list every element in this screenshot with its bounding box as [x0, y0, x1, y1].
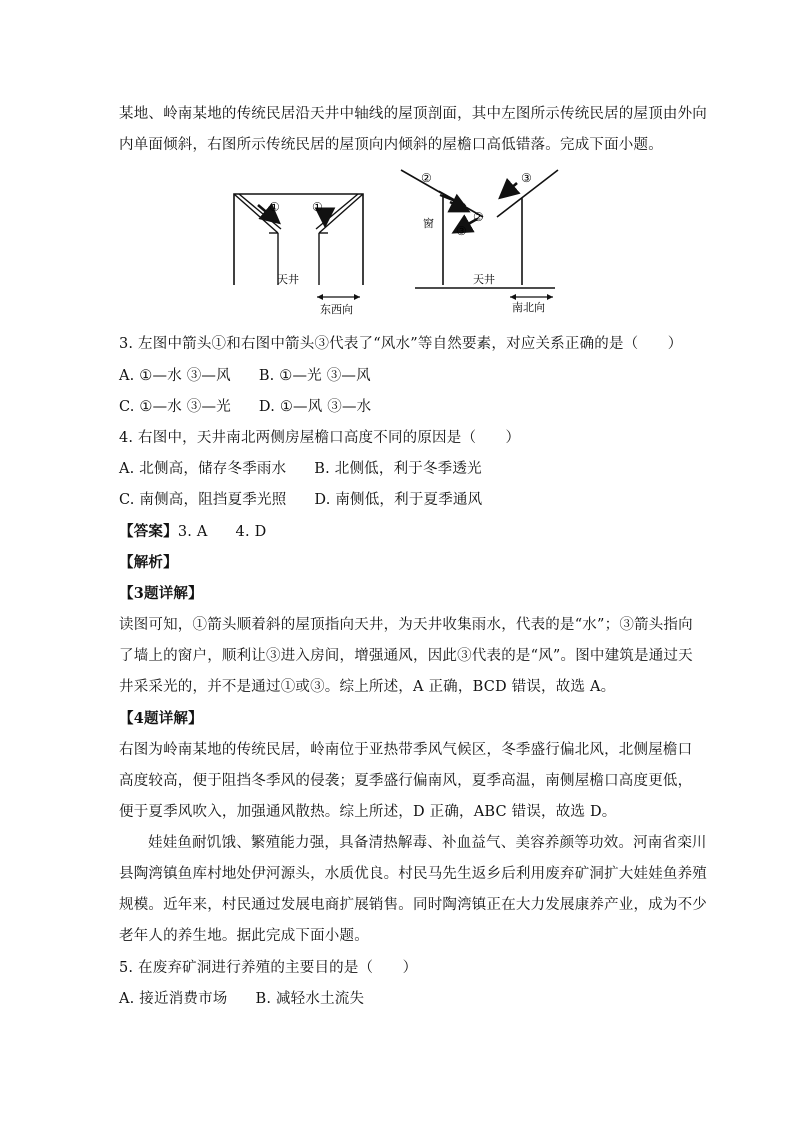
passage2-line-3: 规模。近年来，村民通过发展电商扩展销售。同时陶湾镇正在大力发展康养产业，成为不少: [119, 897, 707, 913]
q3-option-d[interactable]: D. ①—风 ③—水: [258, 399, 372, 415]
q4-detail-label: 【4题详解】: [119, 710, 203, 727]
right-diagram: [401, 170, 558, 314]
right-courtyard-label: 天井: [473, 273, 495, 286]
answer-line: [119, 520, 266, 541]
window-label: 窗: [423, 217, 434, 230]
left-arrow-label-2: ①: [312, 200, 323, 214]
q4-option-a[interactable]: A. 北侧高，储存冬季雨水: [119, 461, 287, 477]
analysis-label: 【解析】: [119, 554, 178, 571]
q5-option-a[interactable]: A. 接近消费市场: [119, 991, 228, 1007]
left-courtyard-label: 天井: [277, 273, 299, 286]
q4-detail-line-3: 便于夏季风吹入，加强通风散热。综上所述，D 正确，ABC 错误，故选 D。: [119, 804, 617, 820]
right-arrow-3a: [502, 183, 517, 196]
q3-stem: 3. 左图中箭头①和右图中箭头③代表了“风水”等自然要素，对应关系正确的是（ ）: [119, 336, 683, 352]
q4-options-row-2: [119, 488, 482, 509]
q3-detail-label: 【3题详解】: [119, 585, 203, 602]
passage2-line-1: 娃娃鱼耐饥饿、繁殖能力强，具备清热解毒、补血益气、美容养颜等功效。河南省栾川: [148, 835, 707, 851]
right-arrow-label-2b: ②: [473, 210, 484, 224]
answer-4: 4. D: [235, 524, 267, 540]
q3-options-row-1: [119, 364, 371, 385]
passage2-line-4: 老年人的养生地。据此完成下面小题。: [119, 928, 369, 944]
q4-stem: 4. 右图中，天井南北两侧房屋檐口高度不同的原因是（ ）: [119, 430, 521, 446]
q5-options-row-1: [119, 987, 364, 1008]
roof-section-figure: [225, 165, 570, 315]
q3-detail-line-2: 了墙上的窗户，顺利让③进入房间，增强通风，因此③代表的是“风”。图中建筑是通过天: [119, 648, 693, 664]
right-arrow-label-2a: ②: [421, 171, 432, 185]
answer-3: 3. A: [177, 524, 208, 540]
q4-detail-line-2: 高度较高，便于阻挡冬季风的侵袭；夏季盛行偏南风，夏季高温，南侧屋檐口高度更低，: [119, 773, 693, 789]
right-arrow-label-3a: ③: [521, 171, 532, 185]
intro-line-1: 某地、岭南某地的传统民居沿天井中轴线的屋顶剖面，其中左图所示传统民居的屋顶由外向: [119, 106, 707, 122]
passage2-line-2: 县陶湾镇鱼库村地处伊河源头，水质优良。村民马先生返乡后利用废弃矿洞扩大娃娃鱼养殖: [119, 866, 707, 882]
left-diagram: [234, 194, 363, 315]
q4-options-row-1: [119, 457, 482, 478]
right-direction-label: 南北向: [512, 301, 545, 314]
q4-option-c[interactable]: C. 南侧高，阻挡夏季光照: [119, 492, 287, 508]
q5-stem: 5. 在废弃矿洞进行养殖的主要目的是（ ）: [119, 960, 418, 976]
q3-option-a[interactable]: A. ①—水 ③—风: [119, 368, 231, 384]
q5-option-b[interactable]: B. 减轻水土流失: [255, 991, 365, 1007]
right-arrow-label-3b: ③: [456, 224, 467, 238]
q4-option-d[interactable]: D. 南侧低，利于夏季通风: [314, 492, 483, 508]
left-arrow-label-1: ①: [269, 200, 280, 214]
q3-detail-line-1: 读图可知，①箭头顺着斜的屋顶指向天井，为天井收集雨水，代表的是“水”；③箭头指向: [119, 617, 693, 633]
q3-detail-line-3: 井采采光的，并不是通过①或③。综上所述，A 正确，BCD 错误，故选 A。: [119, 679, 616, 695]
q3-option-b[interactable]: B. ①—光 ③—风: [258, 368, 371, 384]
intro-line-2: 内单面倾斜，右图所示传统民居的屋顶向内倾斜的屋檐口高低错落。完成下面小题。: [119, 137, 663, 153]
answer-label: 【答案】: [119, 523, 178, 540]
q4-option-b[interactable]: B. 北侧低，利于冬季透光: [314, 461, 482, 477]
q4-detail-line-1: 右图为岭南某地的传统民居，岭南位于亚热带季风气候区，冬季盛行偏北风，北侧屋檐口: [119, 742, 693, 758]
q3-options-row-2: [119, 395, 371, 416]
left-direction-label: 东西向: [320, 303, 353, 315]
q3-option-c[interactable]: C. ①—水 ③—光: [119, 399, 231, 415]
